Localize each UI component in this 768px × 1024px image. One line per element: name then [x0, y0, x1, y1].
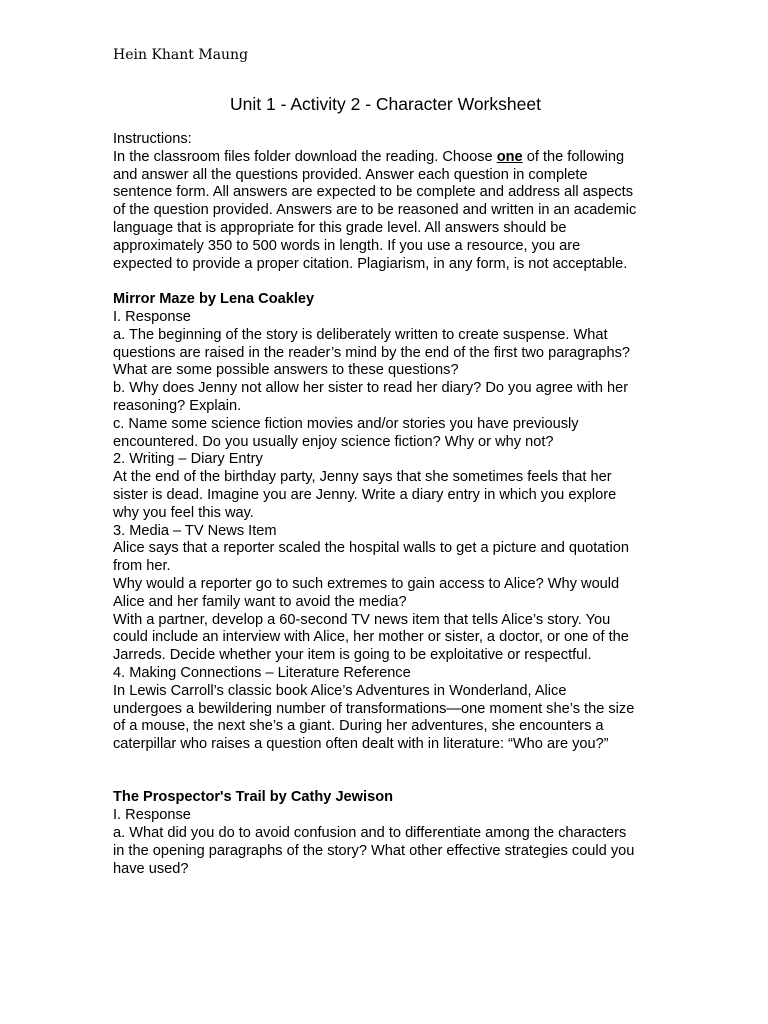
section-line: a. The beginning of the story is deliberately written to create suspense. What: [113, 326, 608, 343]
instructions-label: Instructions:: [113, 131, 192, 147]
section-line: I. Response: [113, 308, 191, 325]
section-line: In Lewis Carroll’s classic book Alice’s Adventures in Wonderland, Alice: [113, 682, 567, 699]
section-line: 3. Media – TV News Item: [113, 522, 277, 539]
section-line: questions are raised in the reader’s mind by the end of the first two paragraphs?: [113, 344, 631, 361]
section-line: b. Why does Jenny not allow her sister to read her diary? Do you agree with her: [113, 380, 629, 397]
section-heading: The Prospector's Trail by Cathy Jewison: [113, 789, 394, 806]
instructions-line: language that is appropriate for this grade level. All answers should be: [113, 219, 567, 236]
section-line: Jarreds. Decide whether your item is going to be exploitative or respectful.: [113, 647, 592, 664]
section-line: I. Response: [113, 807, 191, 824]
instructions-line: approximately 350 to 500 words in length. If you use a resource, you are: [113, 237, 581, 254]
section-line: At the end of the birthday party, Jenny says that she sometimes feels that her: [113, 469, 612, 486]
emphasis-one: one: [496, 148, 523, 165]
section-line: caterpillar who raises a question often dealt with in literature: “Who are you?”: [113, 736, 609, 753]
section-line: Why would a reporter go to such extremes to gain access to Alice? Why would: [113, 575, 620, 592]
section-line: why you feel this way.: [113, 504, 254, 521]
section-mirror-maze: [113, 291, 658, 754]
instructions-text: of the following: [522, 148, 625, 165]
section-line: 4. Making Connections – Literature Reference: [113, 664, 411, 681]
section-line: What are some possible answers to these questions?: [113, 362, 459, 379]
section-line: sister is dead. Imagine you are Jenny. Write a diary entry in which you explore: [113, 486, 617, 503]
spacer: [113, 754, 658, 790]
worksheet-title: Unit 1 - Activity 2 - Character Worksheet: [230, 94, 541, 114]
section-line: a. What did you do to avoid confusion and to differentiate among the characters: [113, 825, 627, 842]
section-line: encountered. Do you usually enjoy science fiction? Why or why not?: [113, 433, 554, 450]
instructions-line: expected to provide a proper citation. Plagiarism, in any form, is not acceptable.: [113, 255, 628, 272]
section-heading: Mirror Maze by Lena Coakley: [113, 291, 315, 308]
spacer: [113, 273, 658, 291]
section-line: from her.: [113, 558, 171, 575]
section-line: have used?: [113, 860, 189, 877]
section-prospectors-trail: [113, 789, 658, 878]
section-line: of a mouse, the next she’s a giant. During her adventures, she encounters a: [113, 718, 604, 735]
section-line: in the opening paragraphs of the story? What other effective strategies could you: [113, 842, 635, 859]
section-line: Alice says that a reporter scaled the hospital walls to get a picture and quotation: [113, 540, 629, 557]
instructions-text: In the classroom files folder download the reading. Choose: [113, 148, 497, 165]
section-line: 2. Writing – Diary Entry: [113, 451, 263, 468]
section-line: With a partner, develop a 60-second TV news item that tells Alice’s story. You: [113, 611, 611, 628]
document-body: [113, 131, 658, 878]
section-line: reasoning? Explain.: [113, 397, 242, 414]
instructions-line: of the question provided. Answers are to be reasoned and written in an academic: [113, 202, 637, 219]
section-line: could include an interview with Alice, her mother or sister, a doctor, or one of the: [113, 629, 629, 646]
instructions-block: [113, 131, 658, 273]
section-line: undergoes a bewildering number of transformations—one moment she’s the size: [113, 700, 635, 717]
author-name: Hein Khant Maung: [113, 47, 249, 63]
instructions-line: sentence form. All answers are expected to be complete and address all aspects: [113, 184, 633, 201]
section-line: c. Name some science fiction movies and/or stories you have previously: [113, 415, 579, 432]
section-line: Alice and her family want to avoid the media?: [113, 593, 407, 610]
instructions-line: [113, 149, 658, 167]
instructions-line: and answer all the questions provided. Answer each question in complete: [113, 166, 588, 183]
